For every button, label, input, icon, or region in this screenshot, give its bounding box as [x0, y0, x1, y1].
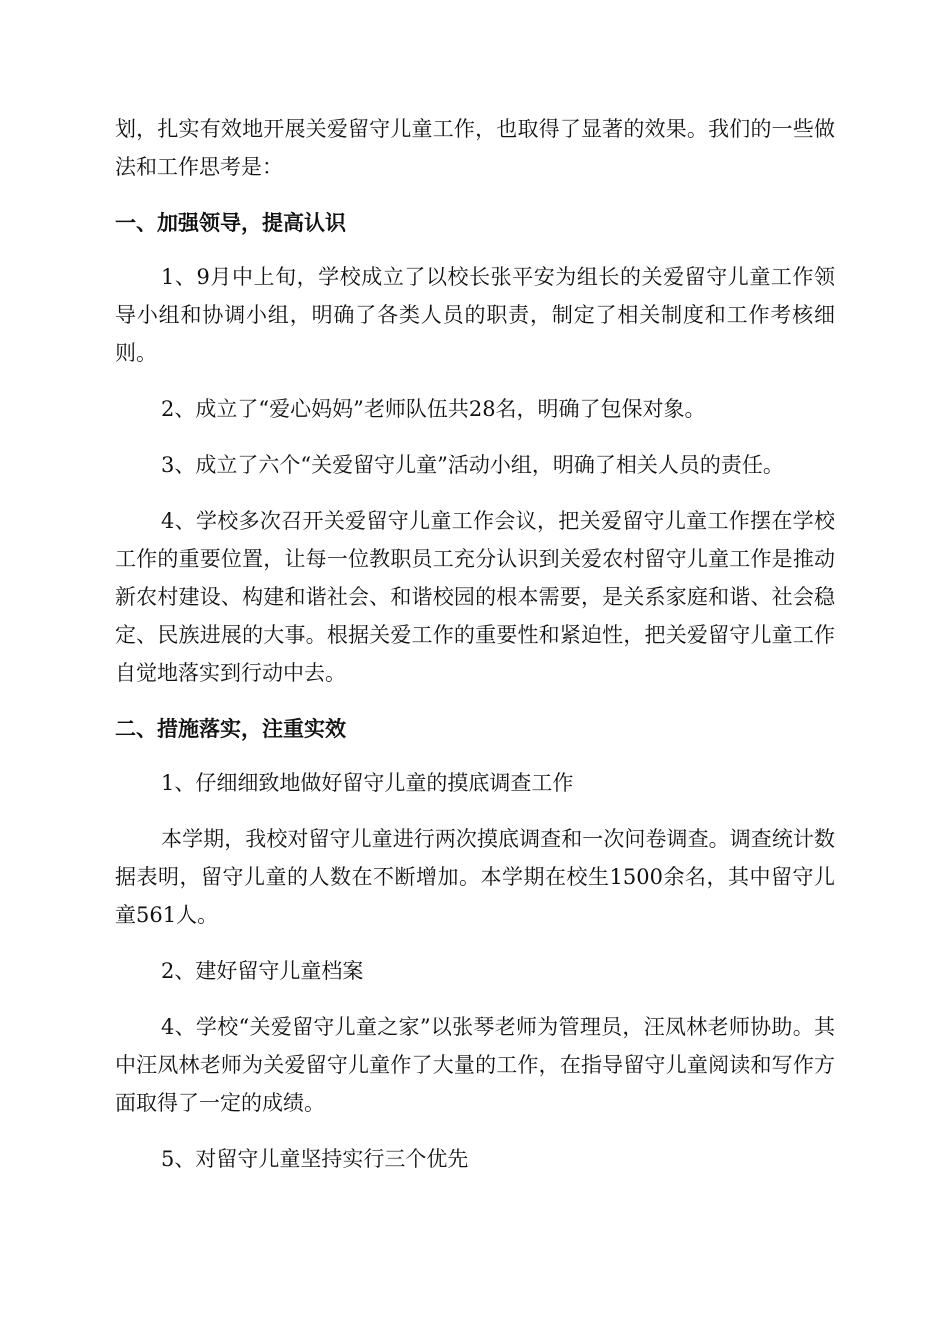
paragraph-2-4: 4、学校“关爱留守儿童之家”以张琴老师为管理员，汪凤林老师协助。其中汪凤林老师为关爱留守儿童作了大量的工作，在指导留守儿童阅读和写作方面取得了一定的成绩。: [115, 1015, 835, 1115]
section-heading-1: 一、加强领导，提高认识: [115, 211, 346, 235]
paragraph-1-4: 4、学校多次召开关爱留守儿童工作会议，把关爱留守儿童工作摆在学校工作的重要位置，让每一位教职员工充分认识到关爱农村留守儿童工作是推动新农村建设、构建和谐社会、和谐校园的根本需要，是关系家庭和谐、社会稳定、民族进展的大事。根据关爱工作的重要性和紧迫性，把关爱留守儿童工作自觉地落实到行动中去。: [115, 509, 835, 685]
document-page: [115, 110, 835, 1196]
intro-paragraph: 划，扎实有效地开展关爱留守儿童工作，也取得了显著的效果。我们的一些做法和工作思考是：: [115, 117, 835, 179]
paragraph-2-5: 5、对留守儿童坚持实行三个优先: [161, 1147, 469, 1171]
paragraph-1-1: 1、9月中上旬，学校成立了以校长张平安为组长的关爱留守儿童工作领导小组和协调小组，明确了各类人员的职责，制定了相关制度和工作考核细则。: [115, 265, 835, 365]
paragraph-2-1-body: 本学期，我校对留守儿童进行两次摸底调查和一次问卷调查。调查统计数据表明，留守儿童的人数在不断增加。本学期在校生1500余名，其中留守儿童561人。: [115, 827, 835, 927]
paragraph-1-3: 3、成立了六个“关爱留守儿童”活动小组，明确了相关人员的责任。: [161, 453, 784, 477]
paragraph-2-2: 2、建好留守儿童档案: [161, 959, 364, 983]
paragraph-1-2: 2、成立了“爱心妈妈”老师队伍共28名，明确了包保对象。: [161, 397, 706, 421]
paragraph-2-1: 1、仔细细致地做好留守儿童的摸底调查工作: [161, 771, 574, 795]
section-heading-2: 二、措施落实，注重实效: [115, 717, 346, 741]
